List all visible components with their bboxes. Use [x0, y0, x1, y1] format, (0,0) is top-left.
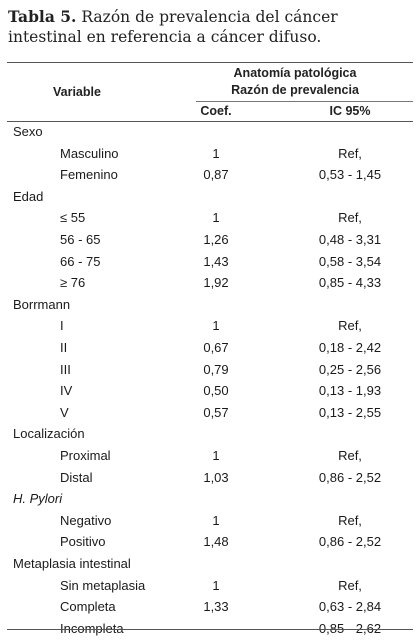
table-row	[0, 448, 419, 470]
variable-cell: Completa	[60, 599, 116, 615]
top-rule	[7, 62, 413, 63]
table-row	[0, 210, 419, 232]
coef-cell: 1,33	[203, 599, 229, 615]
ic-cell: Ref,	[338, 318, 362, 334]
coef-cell: 0,79	[203, 361, 229, 377]
variable-cell: III	[60, 361, 71, 377]
group-row	[0, 124, 419, 146]
table-row	[0, 167, 419, 189]
variable-cell: Masculino	[60, 145, 119, 161]
variable-cell: Femenino	[60, 167, 118, 183]
variable-cell: ≥ 76	[60, 275, 86, 291]
variable-cell: I	[60, 318, 64, 334]
header-group-line2: Razón de prevalencia	[231, 83, 359, 97]
ic-cell: 0,86 - 2,52	[318, 469, 382, 485]
table-row	[0, 534, 419, 556]
variable-cell: ≤ 55	[60, 210, 86, 226]
variable-cell: V	[60, 404, 69, 420]
table-row	[0, 232, 419, 254]
variable-cell: Incompleta	[60, 620, 124, 636]
group-label: H. Pylori	[13, 491, 63, 507]
coef-cell: 0,57	[203, 404, 229, 420]
table-row	[0, 621, 419, 642]
variable-cell: 56 - 65	[60, 232, 101, 247]
coef-cell: 1,26	[203, 232, 229, 247]
ic-cell: Ref,	[338, 448, 362, 463]
table-row	[0, 578, 419, 600]
table-row	[0, 470, 419, 492]
group-row	[0, 426, 419, 448]
coef-cell: 0,87	[203, 167, 229, 183]
ic-cell: 0,85 - 2,62	[318, 620, 382, 636]
coef-cell: 1	[212, 448, 220, 463]
group-label: Sexo	[13, 124, 43, 139]
bottom-rule	[7, 629, 413, 630]
table-row	[0, 146, 419, 168]
variable-cell: Negativo	[60, 512, 112, 528]
coef-cell: 1,43	[203, 253, 229, 269]
variable-cell: Distal	[60, 469, 93, 485]
table-row	[0, 275, 419, 297]
table-row	[0, 340, 419, 362]
ic-cell: 0,13 - 1,93	[318, 383, 382, 399]
header-rule	[7, 121, 413, 122]
header-ic: IC 95%	[329, 104, 371, 118]
variable-cell: Sin metaplasia	[60, 577, 146, 593]
group-row	[0, 189, 419, 211]
table-row	[0, 254, 419, 276]
group-subrule	[196, 101, 413, 102]
coef-cell: 0,50	[203, 383, 229, 399]
table-caption	[8, 7, 413, 47]
coef-cell: 1	[212, 210, 220, 226]
table-row	[0, 405, 419, 427]
header-variable: Variable	[53, 85, 101, 99]
coef-cell: 1,92	[203, 275, 229, 291]
ic-cell: 0,18 - 2,42	[318, 340, 382, 355]
group-row	[0, 297, 419, 319]
header-coef: Coef.	[200, 104, 232, 118]
group-row	[0, 491, 419, 513]
variable-cell: Positivo	[60, 534, 106, 550]
group-label: Metaplasia intestinal	[13, 556, 131, 571]
table-row	[0, 318, 419, 340]
ic-cell: 0,53 - 1,45	[318, 167, 382, 183]
group-label: Borrmann	[13, 296, 71, 312]
coef-cell: 1	[212, 145, 220, 161]
ic-cell: Ref,	[338, 145, 362, 161]
table-row	[0, 513, 419, 535]
table-row	[0, 599, 419, 621]
ic-cell: 0,63 - 2,84	[318, 599, 382, 615]
group-row	[0, 556, 419, 578]
ic-cell: Ref,	[338, 577, 362, 593]
group-label: Edad	[13, 188, 44, 204]
coef-cell: 1	[212, 512, 220, 528]
ic-cell: 0,85 - 4,33	[318, 275, 382, 291]
coef-cell: 1	[212, 577, 220, 593]
header-group-line1: Anatomía patológica	[233, 66, 357, 80]
variable-cell: Proximal	[60, 448, 111, 463]
variable-cell: IV	[60, 383, 73, 399]
table-row	[0, 362, 419, 384]
ic-cell: 0,58 - 3,54	[318, 253, 382, 269]
variable-cell: 66 - 75	[60, 253, 101, 269]
ic-cell: 0,13 - 2,55	[318, 404, 382, 420]
ic-cell: Ref,	[338, 512, 362, 528]
variable-cell: II	[60, 340, 68, 355]
ic-cell: 0,25 - 2,56	[318, 361, 382, 377]
ic-cell: 0,86 - 2,52	[318, 534, 382, 550]
group-label: Localización	[13, 426, 85, 442]
caption-label: Tabla 5.	[8, 7, 77, 26]
table-row	[0, 383, 419, 405]
coef-cell: 1	[212, 318, 220, 334]
ic-cell: 0,48 - 3,31	[318, 232, 382, 247]
coef-cell: 0,67	[203, 340, 229, 355]
coef-cell: 1,48	[203, 534, 229, 550]
coef-cell: 1,03	[203, 469, 229, 485]
caption-text: Razón de prevalencia del cáncer intestinal en referencia a cáncer difuso.	[8, 8, 338, 46]
ic-cell: Ref,	[338, 210, 362, 226]
